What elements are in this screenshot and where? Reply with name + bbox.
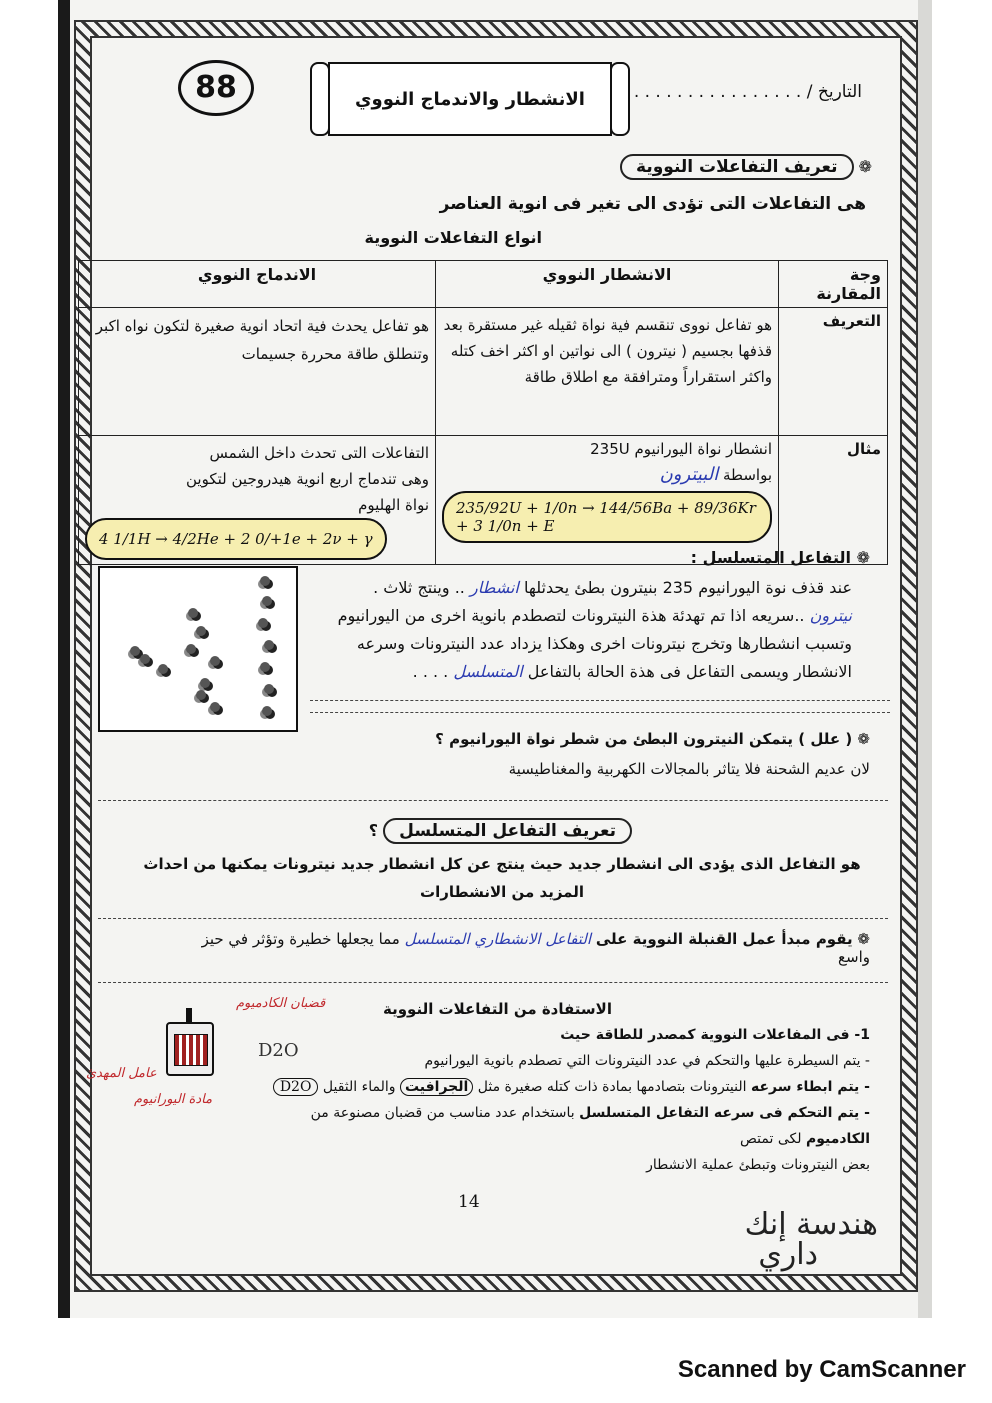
nucleus-ball bbox=[188, 608, 198, 618]
nucleus-ball bbox=[210, 656, 220, 666]
reactor-rod bbox=[186, 1008, 192, 1024]
page-title bbox=[328, 62, 612, 136]
chain-line2 bbox=[312, 602, 852, 630]
uses-bullet-2-bold: - يتم ابطاء سرعه bbox=[750, 1079, 870, 1095]
chain-line3: وتسبب انشطارها وتخرج نيترونات اخرى وهكذا يزداد عدد النيترونات وسرعه bbox=[356, 634, 852, 653]
header-aspect: وجة المقارنة bbox=[779, 261, 888, 308]
chain-heading-text: التفاعل المتسلسل : bbox=[690, 548, 852, 567]
chain-line1-text: عند قذف نوة اليورانيوم 235 بنيترون بطئ يحدثلها bbox=[523, 578, 852, 597]
nucleus-ball bbox=[130, 646, 140, 656]
fission-equation: 235/92U + 1/0n → 144/56Ba + 89/36Kr + 3 1/0n + E bbox=[442, 491, 772, 543]
chain-heading bbox=[691, 548, 870, 567]
annotation-moderator: عامل المهدئ bbox=[86, 1066, 157, 1081]
nucleus-ball bbox=[260, 662, 270, 672]
nucleus-ball bbox=[264, 640, 274, 650]
chain-reaction-figure bbox=[98, 566, 298, 732]
page-title-text: الانشطار والاندماج النووي bbox=[355, 88, 585, 110]
table-row bbox=[79, 308, 888, 436]
dashed-divider bbox=[98, 982, 888, 983]
section-heading: تعريف التفاعلات النووية bbox=[620, 154, 853, 180]
uses-bullet-3-bold: - يتم التحكم فى سرعه التفاعل المتسلسل bbox=[579, 1105, 870, 1121]
chain-def-pill: تعريف التفاعل المتسلسل bbox=[383, 818, 632, 844]
handwritten-chain: المتسلسل bbox=[453, 662, 523, 681]
fusion-equation: 4 1/1H → 4/2He + 2 0/+1e + 2ν + γ bbox=[85, 518, 387, 560]
control-rods bbox=[174, 1034, 208, 1066]
scanner-watermark: Scanned by CamScanner bbox=[677, 1356, 966, 1383]
reactor-sketch bbox=[166, 1022, 214, 1076]
chain-line4 bbox=[312, 658, 852, 686]
page-badge: 88 bbox=[178, 60, 254, 116]
nucleus-ball bbox=[262, 596, 272, 606]
page-shadow-edge bbox=[58, 0, 70, 1318]
flower-icon: ❁ bbox=[857, 930, 870, 948]
uses-bullet-3-text: باستخدام عدد مناسب من قضبان مصنوعة من bbox=[310, 1105, 575, 1121]
flower-icon: ❁ bbox=[857, 730, 870, 748]
chain-line4-end: . . . . bbox=[412, 662, 449, 681]
chain-line1-end: .. وينتج ثلاث . bbox=[373, 578, 465, 597]
uses-list bbox=[270, 1022, 870, 1178]
chain-def-text: هو التفاعل الذى يؤدى الى انشطار جديد حيث ينتج عن كل انشطار جديد نيترونات يمكنها من احداث المزيد من الانشطارات bbox=[143, 855, 861, 901]
date-label: التاريخ / . . . . . . . . . . . . . . . . bbox=[633, 82, 862, 102]
chain-def-heading bbox=[369, 818, 632, 844]
uses-bullet-3-end: لكى تمتص bbox=[740, 1131, 802, 1147]
bomb-sentence bbox=[170, 930, 870, 966]
fusion-example-line3: نواة الهليوم bbox=[358, 496, 429, 514]
nucleus-ball bbox=[196, 690, 206, 700]
fission-equation-wrap bbox=[442, 491, 772, 543]
reason-answer: لان عديم الشحنة فلا يتاثر بالمجالات الكهربية والمغناطيسية bbox=[508, 760, 870, 778]
fusion-example-line1: التفاعلات التى تحدث داخل الشمس bbox=[209, 444, 429, 462]
chain-line1 bbox=[312, 574, 852, 602]
nucleus-ball bbox=[264, 684, 274, 694]
fusion-example-cell bbox=[79, 436, 436, 565]
fusion-equation-wrap bbox=[85, 518, 429, 560]
chain-paragraph bbox=[312, 574, 852, 686]
table-row bbox=[79, 436, 888, 565]
nucleus-ball bbox=[210, 702, 220, 712]
by-label: بواسطة bbox=[722, 466, 772, 484]
types-heading: انواع التفاعلات النووية bbox=[364, 228, 542, 247]
question-mark: ؟ bbox=[368, 821, 379, 840]
reason-question bbox=[435, 730, 870, 748]
header-fission: الانشطار النووي bbox=[436, 261, 779, 308]
flower-icon: ❁ bbox=[858, 157, 872, 176]
graphite-label: الجرافيت bbox=[400, 1078, 473, 1096]
handwritten-neutron: البيترون bbox=[659, 464, 719, 485]
scanned-page bbox=[58, 0, 932, 1318]
fission-definition: هو تفاعل نووى تنقسم فية نواة ثقيله غير مستقرة بعد قذفها بجسيم ( نيترون ) الى نواتين او اكثر اخف كتله واكثر استقراراً ومترافقة مع اطلاق طاقة bbox=[436, 308, 779, 436]
nucleus-ball bbox=[186, 644, 196, 654]
fission-example-line1: انشطار نواة اليورانيوم 235U bbox=[590, 440, 772, 458]
cadmium-label: الكادميوم bbox=[805, 1131, 870, 1147]
annotation-uranium: مادة اليورانيوم bbox=[134, 1092, 213, 1107]
publisher-logo bbox=[658, 1207, 878, 1272]
uses-item-1: 1- فى المفاعلات النووية كمصدر للطاقة حيث bbox=[560, 1027, 870, 1043]
handwritten-fission: انشطار bbox=[469, 578, 519, 597]
uses-bullet-2-text: النيترونات بتصادمها بمادة ذات كتله صغيرة مثل bbox=[477, 1079, 747, 1095]
dashed-divider bbox=[98, 800, 888, 801]
dashed-divider bbox=[98, 918, 888, 919]
dashed-divider bbox=[310, 700, 890, 701]
fission-example-cell bbox=[436, 436, 779, 565]
nucleus-ball bbox=[196, 626, 206, 636]
handwritten-chain-fission: التفاعل الانشطاري المتسلسل bbox=[404, 930, 592, 948]
page-number: 14 bbox=[458, 1192, 480, 1212]
nucleus-ball bbox=[260, 576, 270, 586]
nucleus-ball bbox=[200, 678, 210, 688]
nucleus-ball bbox=[262, 706, 272, 716]
heavy-water-label: والماء الثقيل bbox=[322, 1079, 396, 1095]
uses-bullet-3 bbox=[270, 1100, 870, 1152]
uses-heading: الاستفادة من التفاعلات النووية bbox=[382, 1000, 612, 1018]
bomb-text-b: مما يجعلها خطيرة وتؤثر في حيز واسع bbox=[201, 930, 870, 966]
handwritten-neutrons: نيترون bbox=[809, 606, 852, 625]
page-right-edge bbox=[918, 0, 932, 1318]
logo-line2: داري bbox=[758, 1237, 818, 1272]
comparison-table bbox=[78, 260, 888, 565]
reason-question-text: ( علل ) يتمكن النيترون البطئ من شطر نواة اليورانيوم ؟ bbox=[435, 730, 853, 748]
uses-bullet-1: - يتم السيطرة عليها والتحكم في عدد النيترونات التي تصطدم بانوية اليورانيوم bbox=[424, 1053, 870, 1069]
uses-bullet-4: بعض النيترونات وتبطئ عملية الانشطار bbox=[646, 1157, 870, 1173]
d2o-label: D2O bbox=[273, 1078, 319, 1096]
chain-line4-text: الانشطار ويسمى التفاعل فى هذة الحالة بالتفاعل bbox=[527, 662, 852, 681]
nuclear-reactions-heading bbox=[620, 154, 872, 180]
annotation-cadmium: قضبان الكادميوم bbox=[236, 996, 326, 1011]
fusion-example-line2: وهى تندماج اربع انوية هيدروجين لتكوين bbox=[186, 470, 429, 488]
flower-icon: ❁ bbox=[856, 548, 870, 567]
logo-line1: هندسة إنك bbox=[744, 1207, 878, 1242]
uses-bullet-2 bbox=[270, 1074, 870, 1100]
nucleus-ball bbox=[140, 654, 150, 664]
row-label-definition: التعريف bbox=[779, 308, 888, 436]
bomb-text-a: يقوم مبدأ عمل القنبلة النووية على bbox=[595, 930, 853, 948]
fusion-definition: هو تفاعل يحدث فية اتحاد انوية صغيرة لتكون نواه اكبر وتنطلق طاقة محررة جسيمات bbox=[79, 308, 436, 436]
annotation-d2o: D2O bbox=[258, 1040, 299, 1061]
header-fusion: الاندماج النووي bbox=[79, 261, 436, 308]
table-header-row bbox=[79, 261, 888, 308]
chain-line2-text: ..سريعه اذا تم تهدئة هذة النيترونات لتصطدم بانوية اخرى من اليورانيوم bbox=[337, 606, 805, 625]
nucleus-ball bbox=[258, 618, 268, 628]
row-label-example: مثال bbox=[779, 436, 888, 565]
fission-example-line2 bbox=[442, 464, 772, 485]
definition-text: هى التفاعلات التى تؤدى الى تغير فى انوية العناصر bbox=[439, 194, 866, 214]
nucleus-ball bbox=[158, 664, 168, 674]
dashed-divider bbox=[310, 712, 890, 713]
